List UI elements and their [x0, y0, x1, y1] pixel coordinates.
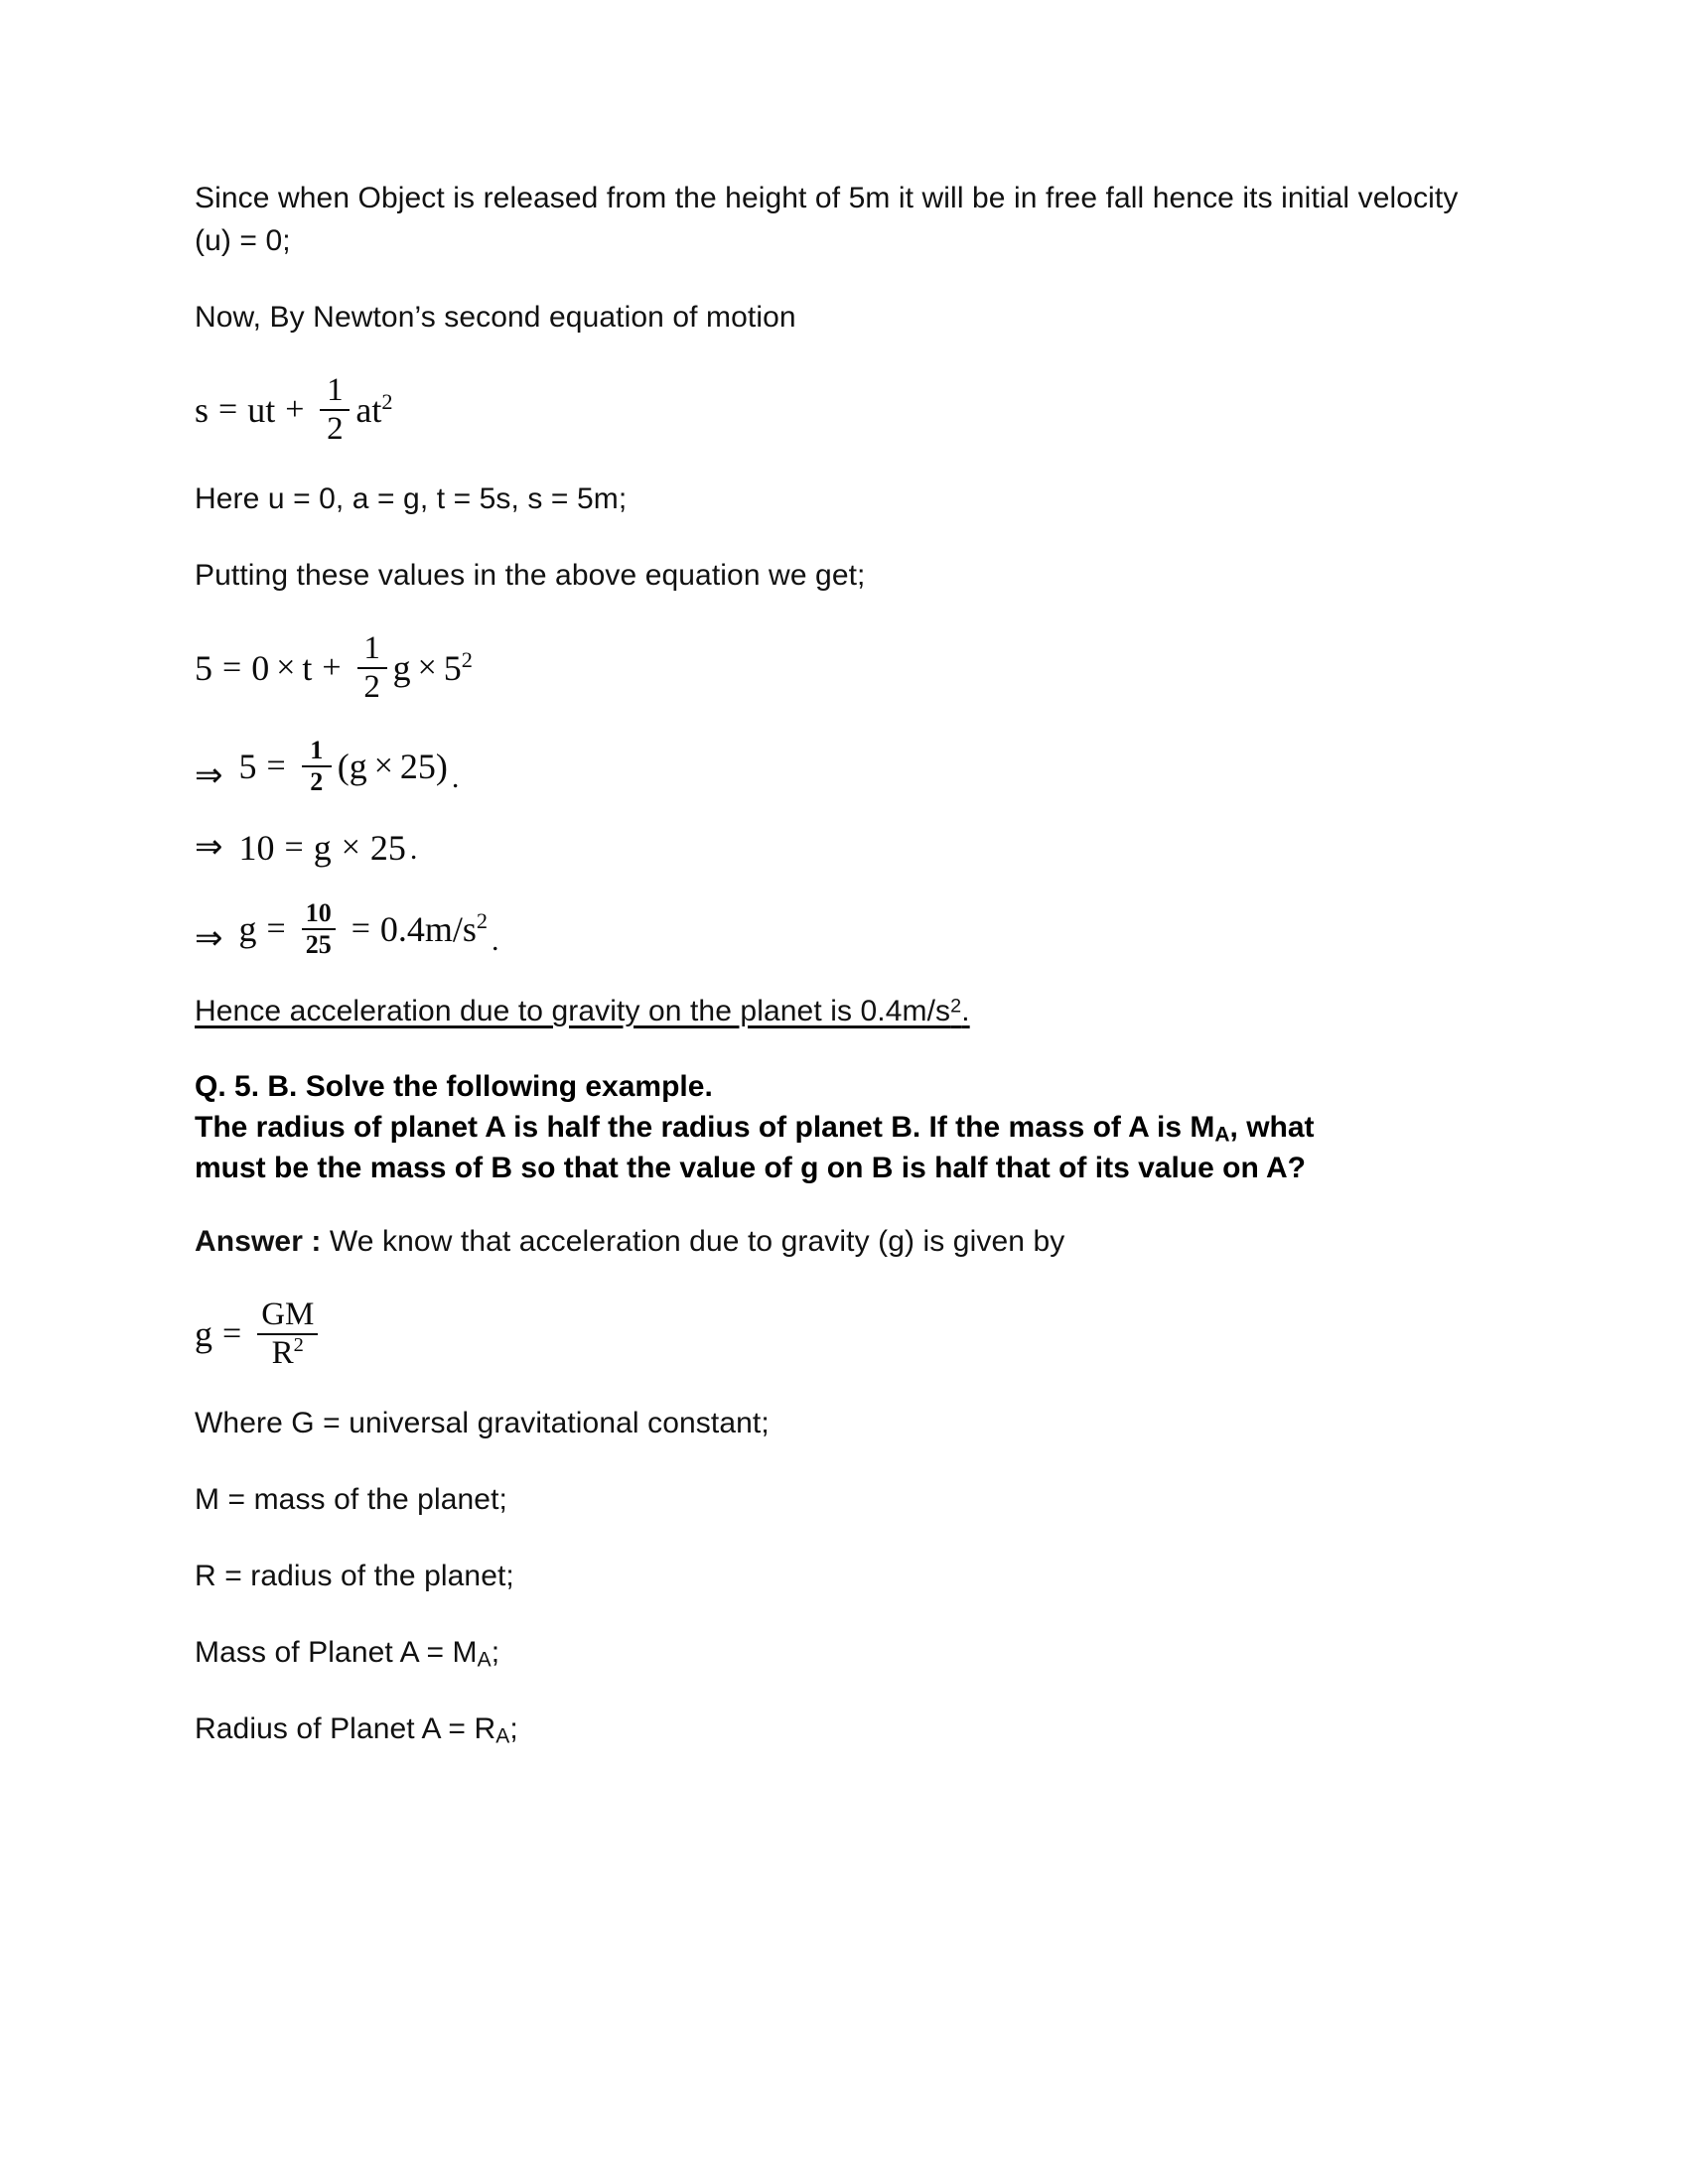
- paragraph-intro: Since when Object is released from the height of 5m it will be in free fall hence its initial velocity (u) = 0;: [195, 182, 1459, 257]
- conclusion-period: .: [961, 995, 970, 1027]
- eq4-term-g: g: [313, 828, 332, 868]
- eq4-equals: =: [284, 829, 304, 866]
- eq3-equals: =: [266, 748, 286, 784]
- mass-planet-a-subscript: A: [477, 1648, 492, 1672]
- eq2-term-g: g: [392, 648, 411, 688]
- conclusion-exponent: 2: [950, 995, 962, 1018]
- mass-planet-a: Mass of Planet $A = M_A$;: [195, 1636, 500, 1672]
- eq1-fraction-denominator: 2: [327, 411, 344, 447]
- paragraph-putting-values: Putting these values in the above equation we get;: [195, 559, 866, 592]
- eq5-trailing-period: .: [492, 924, 499, 957]
- eq5-fraction: [302, 898, 336, 960]
- radius-planet-a-subscript: A: [495, 1724, 510, 1748]
- document-content: [195, 177, 1471, 1784]
- eq6-equals: =: [222, 1315, 242, 1352]
- answer-label: Answer :: [195, 1225, 322, 1258]
- paragraph-given-values: Here u = 0, a = g, t = 5s, s = 5m;: [195, 482, 628, 515]
- eq3-term-25: 25: [399, 747, 436, 786]
- eq3-fraction-half: [302, 736, 332, 797]
- eq6-denominator-exponent: 2: [293, 1334, 304, 1356]
- eq1-fraction-numerator: 1: [327, 372, 344, 408]
- eq2-fraction-denominator: 2: [363, 669, 380, 705]
- eq3-term-g: g: [349, 747, 367, 786]
- implies-arrow-2: ⇒: [195, 829, 223, 866]
- eq2-plus: +: [322, 649, 342, 686]
- eq5-fraction-numerator: 10: [305, 898, 332, 927]
- eq2-term-five: $5^2$: [443, 647, 473, 688]
- eq2-equals: =: [222, 649, 242, 686]
- eq1-term-at: $at^2$: [355, 389, 393, 430]
- question-line-2: must be the mass of B so that the value of g on B is half that of its value on A?: [195, 1152, 1307, 1184]
- equation-result-g: [195, 898, 1471, 960]
- equation-substituted: [195, 630, 1471, 706]
- eq2-times-2: ×: [417, 649, 437, 686]
- eq2-exponent: 2: [461, 647, 473, 672]
- answer-paragraph: [195, 1220, 1471, 1263]
- eq3-open-paren: (: [337, 747, 350, 786]
- eq1-term-ut: ut: [247, 390, 276, 430]
- eq1-lhs: s: [195, 390, 210, 430]
- question-heading: Q. 5. B. Solve the following example.: [195, 1070, 713, 1103]
- eq5-fraction-denominator: 25: [305, 930, 332, 959]
- eq1-exponent: 2: [381, 389, 393, 414]
- eq5-lhs: g: [238, 909, 257, 949]
- question-block: [195, 1066, 1471, 1188]
- eq3-close-paren: ): [435, 747, 448, 786]
- eq3-times: ×: [373, 748, 393, 784]
- equation-simplified-1: [195, 736, 1471, 797]
- eq5-result: $0.4m/s^2$: [379, 908, 489, 949]
- eq3-fraction-denominator: 2: [310, 767, 324, 796]
- equation-gravity-formula: [195, 1297, 1471, 1372]
- definition-g: Where G = universal gravitational constant;: [195, 1407, 770, 1439]
- equation-newton-second: [195, 372, 1471, 448]
- implies-arrow-3: ⇒: [195, 920, 223, 957]
- eq5-equals-1: =: [266, 910, 286, 947]
- eq6-fraction-numerator: GM: [261, 1297, 315, 1332]
- eq3-lhs: 5: [238, 747, 257, 786]
- eq4-times: ×: [341, 829, 360, 866]
- implies-arrow-1: ⇒: [195, 757, 223, 794]
- eq2-lhs: 5: [195, 648, 212, 688]
- eq2-times-1: ×: [276, 649, 296, 686]
- eq2-fraction-half: [357, 630, 387, 706]
- conclusion-text: Hence acceleration due to gravity on the planet is 0.4m/s: [195, 995, 951, 1027]
- eq4-lhs: 10: [238, 828, 275, 868]
- eq3-fraction-numerator: 1: [310, 736, 324, 764]
- eq1-plus: +: [285, 391, 305, 428]
- eq6-lhs: g: [195, 1314, 212, 1354]
- eq6-fraction-denominator: $R^2$: [271, 1334, 304, 1371]
- eq5-equals-2: =: [351, 910, 370, 947]
- conclusion-statement: [195, 990, 1471, 1032]
- eq4-term-25: 25: [369, 828, 406, 868]
- question-subscript-a: A: [1214, 1123, 1230, 1147]
- radius-planet-a: Radius of Planet $A = R_A$;: [195, 1712, 518, 1748]
- eq4-trailing-period: .: [409, 833, 418, 866]
- eq1-equals: =: [218, 391, 238, 428]
- paragraph-newton-law: Now, By Newton’s second equation of motion: [195, 301, 796, 334]
- eq3-trailing-period: .: [451, 761, 460, 794]
- equation-simplified-2: [195, 827, 1471, 869]
- eq6-fraction: [257, 1297, 318, 1372]
- definition-r: R = radius of the planet;: [195, 1560, 514, 1592]
- eq5-result-exponent: 2: [476, 908, 489, 933]
- question-line-1: The radius of planet A is half the radius of planet B. If the mass of A is $M_A$, what: [195, 1111, 1315, 1147]
- eq2-fraction-numerator: 1: [363, 630, 380, 666]
- eq1-fraction-half: [320, 372, 350, 448]
- answer-text: We know that acceleration due to gravity (g) is given by: [321, 1225, 1065, 1258]
- eq2-term-t: t: [302, 648, 313, 688]
- eq2-term-zero: 0: [251, 648, 270, 688]
- definition-m: M = mass of the planet;: [195, 1483, 507, 1516]
